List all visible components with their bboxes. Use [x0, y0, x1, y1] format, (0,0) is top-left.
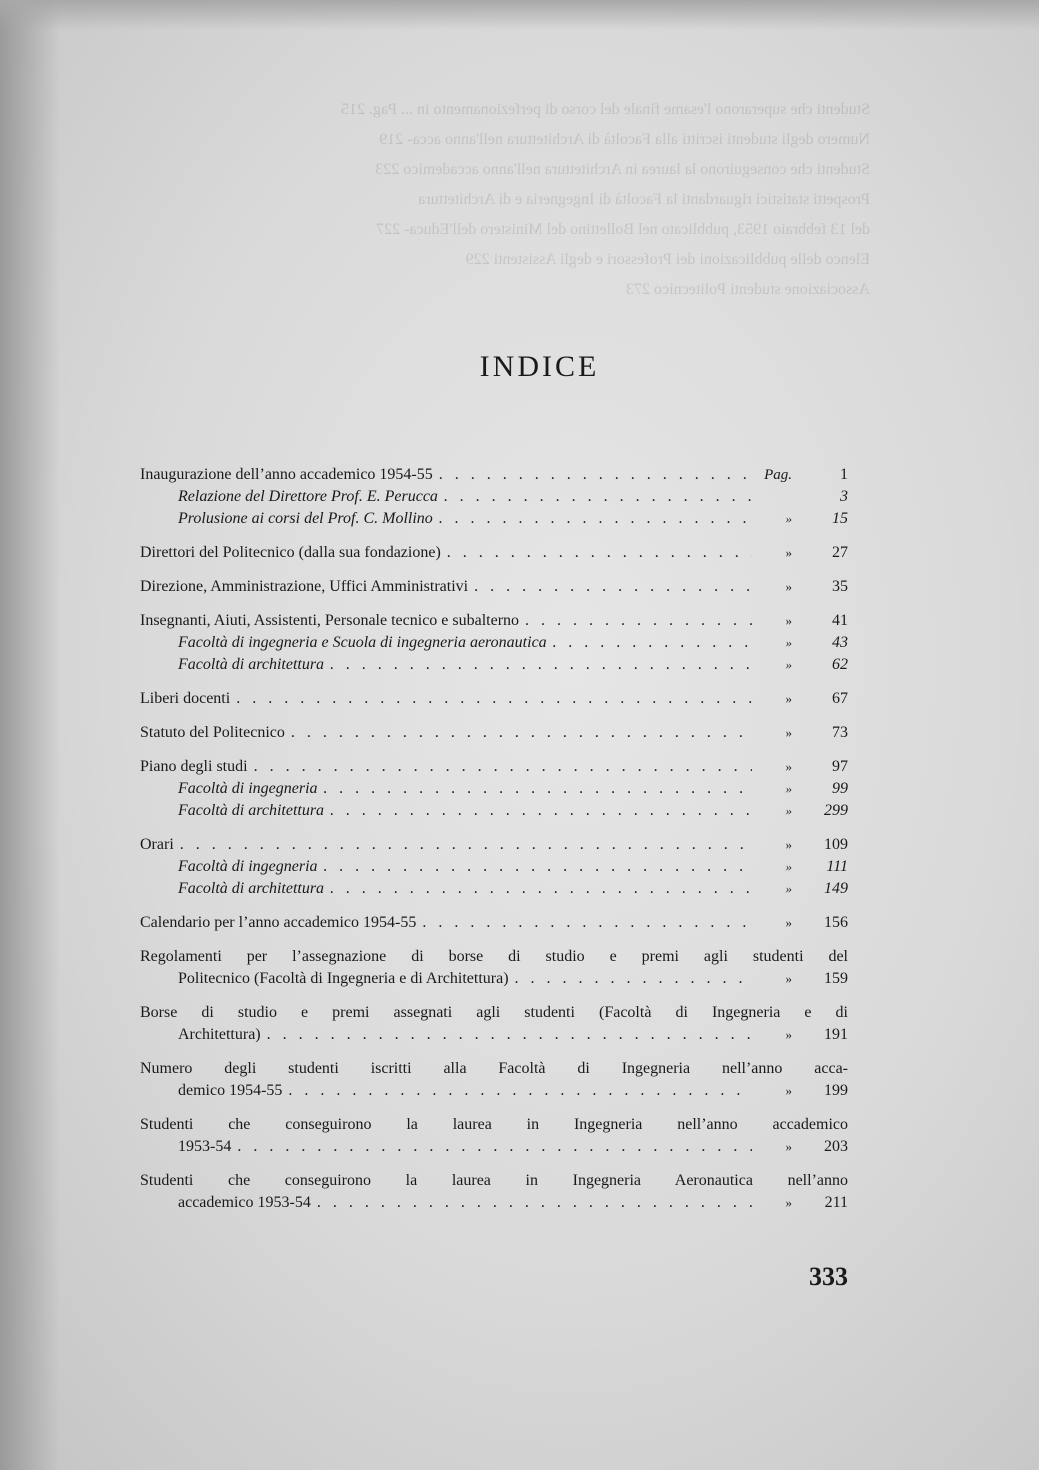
- dot-leader: [261, 1026, 752, 1044]
- toc-page-number: 203: [824, 1138, 848, 1155]
- toc-page-number: 97: [832, 758, 848, 775]
- toc-entry: [140, 1172, 848, 1216]
- dot-leader: [231, 1138, 752, 1156]
- page-ref-marker: »: [785, 657, 792, 672]
- toc-title: Piano degli studi: [140, 758, 248, 775]
- toc-title: Studenti che conseguirono la laurea in Ingegneria Aeronautica nell’anno: [140, 1172, 848, 1189]
- toc-line: [140, 948, 848, 970]
- dot-leader: [519, 612, 752, 630]
- toc-entry: [140, 1060, 848, 1104]
- bleed-through-line: Studenti che superarono l'esame finale del corso di perfezionamento in ... Pag. 215: [341, 101, 870, 118]
- page-ref-marker: »: [785, 803, 792, 818]
- toc-title: Facoltà di architettura: [178, 656, 325, 673]
- toc-page-number: 43: [832, 634, 848, 651]
- toc-title: Calendario per l’anno accademico 1954-55: [140, 914, 417, 931]
- dot-leader: [433, 466, 748, 484]
- toc-page-number: 109: [824, 836, 848, 853]
- dot-leader: [230, 690, 752, 708]
- toc-title: Politecnico (Facoltà di Ingegneria e di Architettura): [178, 970, 509, 987]
- toc-title: Facoltà di architettura: [178, 802, 325, 819]
- bleed-through-text: [230, 95, 870, 305]
- dot-leader: [324, 802, 752, 820]
- dot-leader: [433, 510, 752, 528]
- toc-entry: [140, 1116, 848, 1160]
- dot-leader: [438, 488, 752, 506]
- toc-page-number: 211: [824, 1194, 848, 1211]
- toc-page-number: 299: [824, 802, 848, 819]
- page-title: INDICE: [479, 350, 600, 383]
- page-ref-marker: »: [785, 579, 792, 594]
- page-ref-marker: Pag.: [764, 467, 792, 483]
- toc-entry: [140, 612, 848, 678]
- page-ref-marker: »: [785, 635, 792, 650]
- dot-leader: [324, 656, 752, 674]
- toc-line: [140, 1194, 848, 1216]
- toc-title: Statuto del Politecnico: [140, 724, 285, 741]
- toc-title: Relazione del Direttore Prof. E. Perucca: [178, 488, 438, 505]
- dot-leader: [416, 914, 752, 932]
- toc-line: [140, 880, 848, 902]
- page-ref-marker: »: [785, 971, 792, 986]
- dot-leader: [547, 634, 752, 652]
- toc-title: Orari: [140, 836, 174, 853]
- toc-line: [140, 836, 848, 858]
- bleed-through-line: del 13 febbraio 1953, pubblicato nel Bollettino del Ministero dell'Educa- 227: [376, 221, 870, 238]
- toc-page-number: 73: [832, 724, 848, 741]
- toc-page-number: 159: [824, 970, 848, 987]
- bleed-through-line: Prospetti statistici riguardanti la Facoltà di Ingegneria e di Architettura: [418, 191, 870, 208]
- dot-leader: [318, 780, 752, 798]
- page-ref-marker: »: [785, 881, 792, 896]
- toc-line: [140, 1172, 848, 1194]
- dot-leader: [324, 880, 752, 898]
- toc-entry: [140, 914, 848, 936]
- toc-line: [140, 914, 848, 936]
- toc-page-number: 41: [832, 612, 848, 629]
- dot-leader: [468, 578, 752, 596]
- toc-line: [140, 510, 848, 532]
- toc-line: [140, 634, 848, 656]
- page-ref-marker: »: [785, 545, 792, 560]
- toc-title: Insegnanti, Aiuti, Assistenti, Personale tecnico e subalterno: [140, 612, 520, 629]
- toc-line: [140, 612, 848, 634]
- toc-title: Borse di studio e premi assegnati agli studenti (Facoltà di Ingegneria e di: [140, 1004, 848, 1021]
- toc-entry: [140, 1004, 848, 1048]
- dot-leader: [174, 836, 752, 854]
- page-ref-marker: »: [785, 837, 792, 852]
- page-number: 333: [809, 1262, 848, 1291]
- toc-title: Numero degli studenti iscritti alla Facoltà di Ingegneria nell’anno acca-: [140, 1060, 848, 1077]
- toc-title: Inaugurazione dell’anno accademico 1954-55: [140, 466, 433, 483]
- dot-leader: [318, 858, 752, 876]
- page-ref-marker: »: [785, 1027, 792, 1042]
- toc-line: [140, 544, 848, 566]
- page-ref-marker: »: [785, 781, 792, 796]
- page-ref-marker: »: [785, 759, 792, 774]
- toc-title: Architettura): [178, 1026, 261, 1043]
- toc-page-number: 35: [832, 578, 848, 595]
- toc-page-number: 15: [832, 510, 848, 527]
- toc-page-number: 199: [824, 1082, 848, 1099]
- toc-line: [140, 1082, 848, 1104]
- toc-title: Prolusione ai corsi del Prof. C. Mollino: [178, 510, 433, 527]
- toc-line: [140, 1026, 848, 1048]
- page-ref-marker: »: [785, 613, 792, 628]
- toc-line: [140, 1116, 848, 1138]
- toc-line: [140, 488, 848, 510]
- toc-line: [140, 780, 848, 802]
- toc-page-number: 191: [824, 1026, 848, 1043]
- toc-title: demico 1954-55: [178, 1082, 283, 1099]
- toc-page-number: 156: [824, 914, 848, 931]
- dot-leader: [285, 724, 752, 742]
- bleed-through-line: Elenco delle pubblicazioni dei Professori e degli Assistenti 229: [465, 251, 870, 268]
- toc-entry: [140, 544, 848, 566]
- dot-leader: [311, 1194, 752, 1212]
- page-ref-marker: »: [785, 1083, 792, 1098]
- toc-line: [140, 858, 848, 880]
- toc-line: [140, 656, 848, 678]
- toc-line: [140, 690, 848, 712]
- toc-page-number: 99: [832, 780, 848, 797]
- page-top-shadow: [0, 0, 1039, 30]
- toc-title: Facoltà di ingegneria e Scuola di ingegneria aeronautica: [178, 634, 547, 651]
- toc-line: [140, 724, 848, 746]
- toc-entry: [140, 724, 848, 746]
- toc-page-number: 67: [832, 690, 848, 707]
- toc-line: [140, 1060, 848, 1082]
- page-ref-marker: »: [785, 859, 792, 874]
- toc-entry: [140, 948, 848, 992]
- toc-entry: [140, 690, 848, 712]
- bleed-through-line: Studenti che conseguirono la laurea in Architettura nell'anno accademico 223: [375, 161, 870, 178]
- toc-line: [140, 802, 848, 824]
- toc-line: [140, 758, 848, 780]
- toc-page-number: 1: [840, 466, 848, 483]
- toc-entry: [140, 466, 848, 532]
- toc-line: [140, 466, 848, 488]
- toc-title: Facoltà di ingegneria: [178, 780, 318, 797]
- toc-title: Direttori del Politecnico (dalla sua fondazione): [140, 544, 441, 561]
- page-ref-marker: »: [785, 1195, 792, 1210]
- toc-title: accademico 1953-54: [178, 1194, 311, 1211]
- toc-line: [140, 970, 848, 992]
- toc-title: 1953-54: [178, 1138, 232, 1155]
- toc-entry: [140, 836, 848, 902]
- toc-page-number: 27: [832, 544, 848, 561]
- page-ref-marker: »: [785, 691, 792, 706]
- toc-page-number: 3: [840, 488, 848, 505]
- toc-line: [140, 1138, 848, 1160]
- page-ref-marker: »: [785, 725, 792, 740]
- bleed-through-line: Numero degli studenti iscritti alla Facoltà di Architettura nell'anno acca- 219: [379, 131, 870, 148]
- toc-title: Facoltà di architettura: [178, 880, 325, 897]
- page-ref-marker: »: [785, 915, 792, 930]
- toc-title: Regolamenti per l’assegnazione di borse di studio e premi agli studenti del: [140, 948, 848, 965]
- dot-leader: [441, 544, 752, 562]
- toc-entry: [140, 578, 848, 600]
- table-of-contents: [140, 466, 848, 1228]
- toc-line: [140, 578, 848, 600]
- toc-line: [140, 1004, 848, 1026]
- toc-title: Direzione, Amministrazione, Uffici Amministrativi: [140, 578, 469, 595]
- dot-leader: [282, 1082, 752, 1100]
- toc-title: Studenti che conseguirono la laurea in Ingegneria nell’anno accademico: [140, 1116, 848, 1133]
- toc-page-number: 149: [824, 880, 848, 897]
- page-edge-shadow: [0, 0, 60, 1470]
- toc-page-number: 62: [832, 656, 848, 673]
- page-ref-marker: »: [785, 1139, 792, 1154]
- toc-page-number: 111: [826, 858, 848, 875]
- toc-title: Facoltà di ingegneria: [178, 858, 318, 875]
- bleed-through-line: Associazione studenti Politecnico 273: [626, 281, 870, 298]
- dot-leader: [248, 758, 752, 776]
- dot-leader: [509, 970, 752, 988]
- toc-entry: [140, 758, 848, 824]
- toc-title: Liberi docenti: [140, 690, 231, 707]
- page-ref-marker: »: [785, 511, 792, 526]
